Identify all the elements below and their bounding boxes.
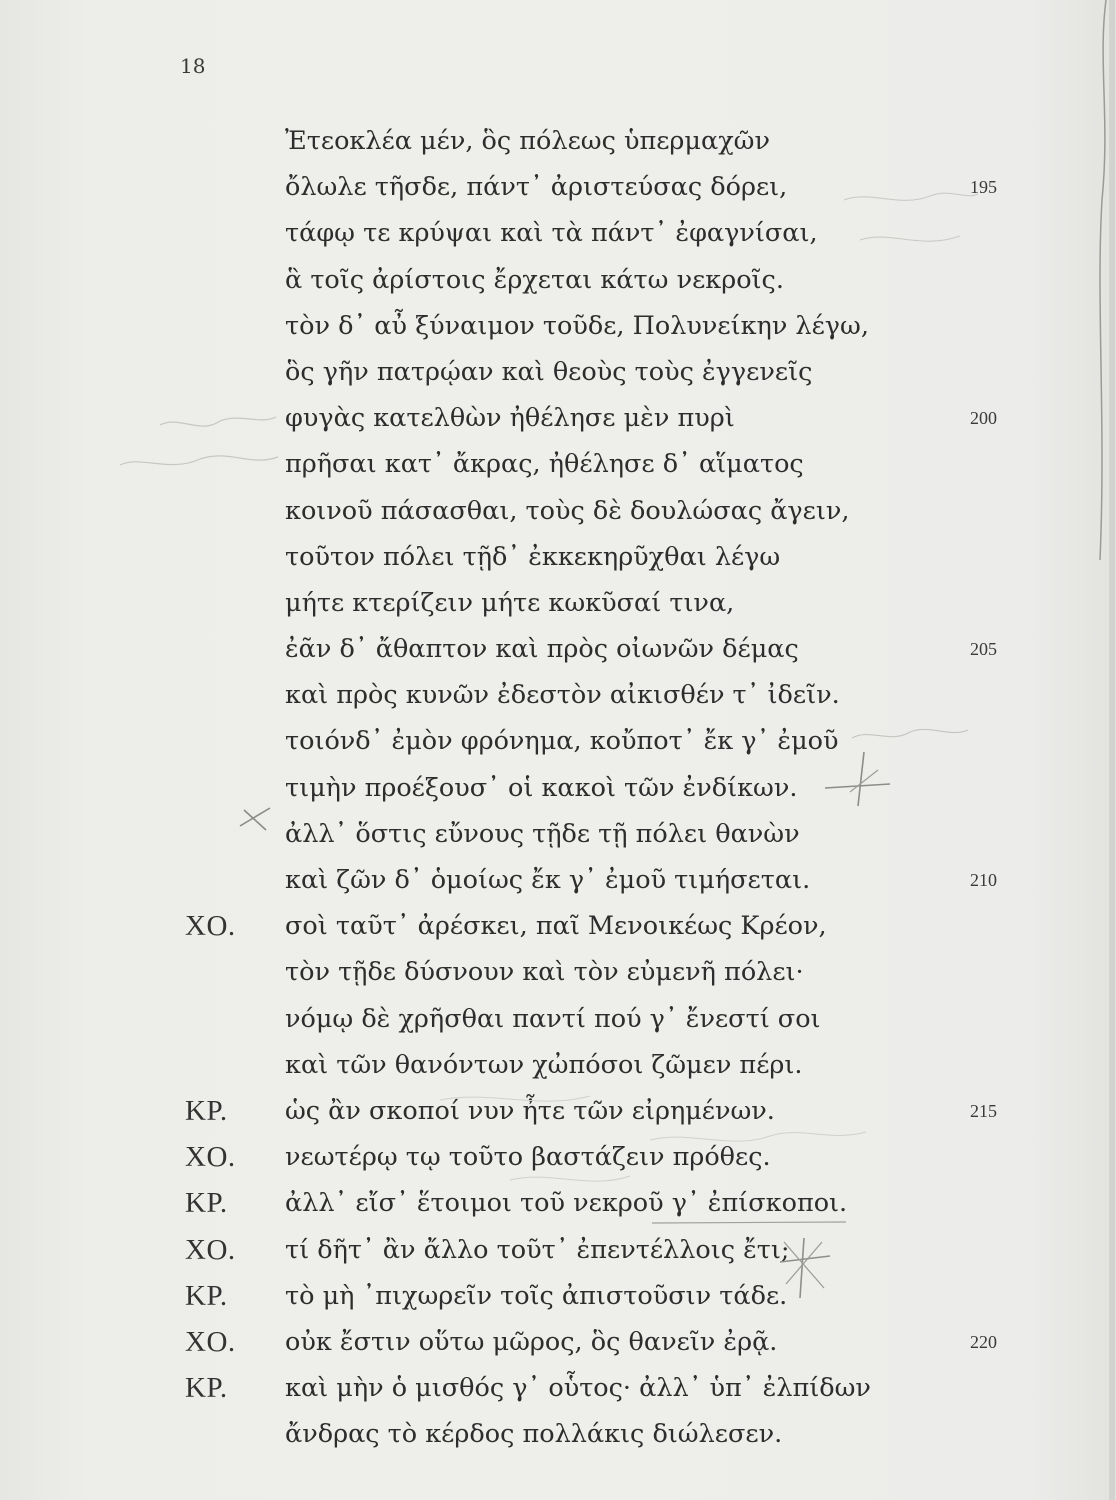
verse-line — [0, 210, 1116, 256]
verse-line — [0, 534, 1116, 580]
verse-line — [0, 949, 1116, 995]
verse-text-line: τοιόνδ᾽ ἐμὸν φρόνημα, κοὔποτ᾽ ἔκ γ᾽ ἐμοῦ — [285, 726, 839, 757]
verse-line — [0, 257, 1116, 303]
line-number: 195 — [970, 177, 997, 198]
verse-line — [0, 1273, 1116, 1319]
verse-text-line: τὸ μὴ ᾽πιχωρεῖν τοῖς ἀπιστοῦσιν τάδε. — [285, 1280, 788, 1311]
verse-text-line: καὶ ζῶν δ᾽ ὁμοίως ἔκ γ᾽ ἐμοῦ τιμήσεται. — [285, 865, 811, 895]
verse-text-line: ὄλωλε τῆσδε, πάντ᾽ ἀριστεύσας δόρει, — [285, 172, 788, 203]
verse-text-line: τιμὴν προέξουσ᾽ οἱ κακοὶ τῶν ἐνδίκων. — [285, 772, 798, 803]
verse-text-line: Ἐτεοκλέα μέν, ὃς πόλεως ὑπερμαχῶν — [285, 126, 770, 156]
verse-text-line: ἀλλ᾽ εἴσ᾽ ἕτοιμοι τοῦ νεκροῦ γ᾽ ἐπίσκοποι. — [285, 1188, 848, 1219]
verse-text-line: τὸν δ᾽ αὖ ξύναιμον τοῦδε, Πολυνείκην λέγω, — [285, 310, 869, 341]
line-number: 215 — [970, 1100, 997, 1121]
verse-line — [0, 626, 1116, 672]
verse-line — [0, 1411, 1116, 1457]
line-number: 205 — [970, 639, 997, 660]
verse-line — [0, 349, 1116, 395]
verse-text-line: ἄνδρας τὸ κέρδος πολλάκις διώλεσεν. — [285, 1419, 783, 1450]
verse-line — [0, 811, 1116, 857]
verse-text-line: πρῆσαι κατ᾽ ἄκρας, ἠθέλησε δ᾽ αἵματος — [285, 449, 804, 480]
verse-line — [0, 395, 1116, 441]
speaker-label: ΧΟ. — [185, 910, 236, 943]
verse-line — [0, 672, 1116, 718]
verse-text-line: ἀλλ᾽ ὅστις εὔνους τῇδε τῇ πόλει θανὼν — [285, 818, 800, 849]
verse-text-line: νόμῳ δὲ χρῆσθαι παντί πού γ᾽ ἔνεστί σοι — [285, 1003, 821, 1034]
speaker-label: ΚΡ. — [185, 1187, 228, 1220]
verse-line — [0, 580, 1116, 626]
verse-text-line: σοὶ ταῦτ᾽ ἀρέσκει, παῖ Μενοικέως Κρέον, — [285, 911, 827, 942]
line-number: 220 — [970, 1331, 997, 1352]
speaker-label: ΧΟ. — [185, 1325, 236, 1358]
verse-text-line: κοινοῦ πάσασθαι, τοὺς δὲ δουλώσας ἄγειν, — [285, 495, 850, 526]
speaker-label: ΚΡ. — [185, 1279, 228, 1312]
verse-line — [0, 164, 1116, 210]
page-number: 18 — [180, 54, 206, 78]
verse-line — [0, 1180, 1116, 1226]
speaker-label: ΚΡ. — [185, 1372, 228, 1405]
verse-line — [0, 718, 1116, 764]
verse-text-line: τοῦτον πόλει τῇδ᾽ ἐκκεκηρῦχθαι λέγω — [285, 541, 781, 572]
verse-text-line: καὶ πρὸς κυνῶν ἐδεστὸν αἰκισθέν τ᾽ ἰδεῖν. — [285, 680, 840, 711]
verse-text-line: ὡς ἂν σκοποί νυν ἦτε τῶν εἰρημένων. — [285, 1095, 775, 1126]
verse-text-line: καὶ μὴν ὁ μισθός γ᾽ οὗτος· ἀλλ᾽ ὑπ᾽ ἐλπίδων — [285, 1373, 871, 1404]
verse-line — [0, 488, 1116, 534]
verse-text-line: οὐκ ἔστιν οὕτω μῶρος, ὃς θανεῖν ἐρᾷ. — [285, 1326, 778, 1357]
verse-text-line: τὸν τῇδε δύσνουν καὶ τὸν εὐμενῆ πόλει· — [285, 957, 804, 988]
verse-line — [0, 1088, 1116, 1134]
verse-line — [0, 441, 1116, 487]
verse-line — [0, 857, 1116, 903]
line-number: 200 — [970, 408, 997, 429]
verse-line — [0, 996, 1116, 1042]
verse-text-line: τάφῳ τε κρύψαι καὶ τὰ πάντ᾽ ἐφαγνίσαι, — [285, 218, 818, 249]
verse-text-line: φυγὰς κατελθὼν ἠθέλησε μὲν πυρὶ — [285, 403, 735, 434]
speaker-label: ΧΟ. — [185, 1141, 236, 1174]
verse-line — [0, 118, 1116, 164]
verse-text-line: νεωτέρῳ τῳ τοῦτο βαστάζειν πρόθες. — [285, 1142, 771, 1173]
verse-text-line: μήτε κτερίζειν μήτε κωκῦσαί τινα, — [285, 587, 735, 618]
line-number: 210 — [970, 870, 997, 890]
verse-line — [0, 765, 1116, 811]
verse-line — [0, 1365, 1116, 1411]
verse-text-line: ὃς γῆν πατρῴαν καὶ θεοὺς τοὺς ἐγγενεῖς — [285, 356, 813, 387]
verse-text — [0, 118, 1116, 1457]
verse-line — [0, 1134, 1116, 1180]
verse-line — [0, 303, 1116, 349]
verse-text-line: τί δῆτ᾽ ἂν ἄλλο τοῦτ᾽ ἐπεντέλλοις ἔτι; — [285, 1234, 790, 1265]
speaker-label: ΧΟ. — [185, 1233, 236, 1266]
verse-text-line: ἃ τοῖς ἀρίστοις ἔρχεται κάτω νεκροῖς. — [285, 264, 784, 295]
verse-line — [0, 1227, 1116, 1273]
verse-line — [0, 1319, 1116, 1365]
verse-line — [0, 903, 1116, 949]
verse-line — [0, 1042, 1116, 1088]
verse-text-line: καὶ τῶν θανόντων χὠπόσοι ζῶμεν πέρι. — [285, 1049, 803, 1080]
verse-text-line: ἐᾶν δ᾽ ἄθαπτον καὶ πρὸς οἰωνῶν δέμας — [285, 634, 799, 665]
speaker-label: ΚΡ. — [185, 1094, 228, 1127]
